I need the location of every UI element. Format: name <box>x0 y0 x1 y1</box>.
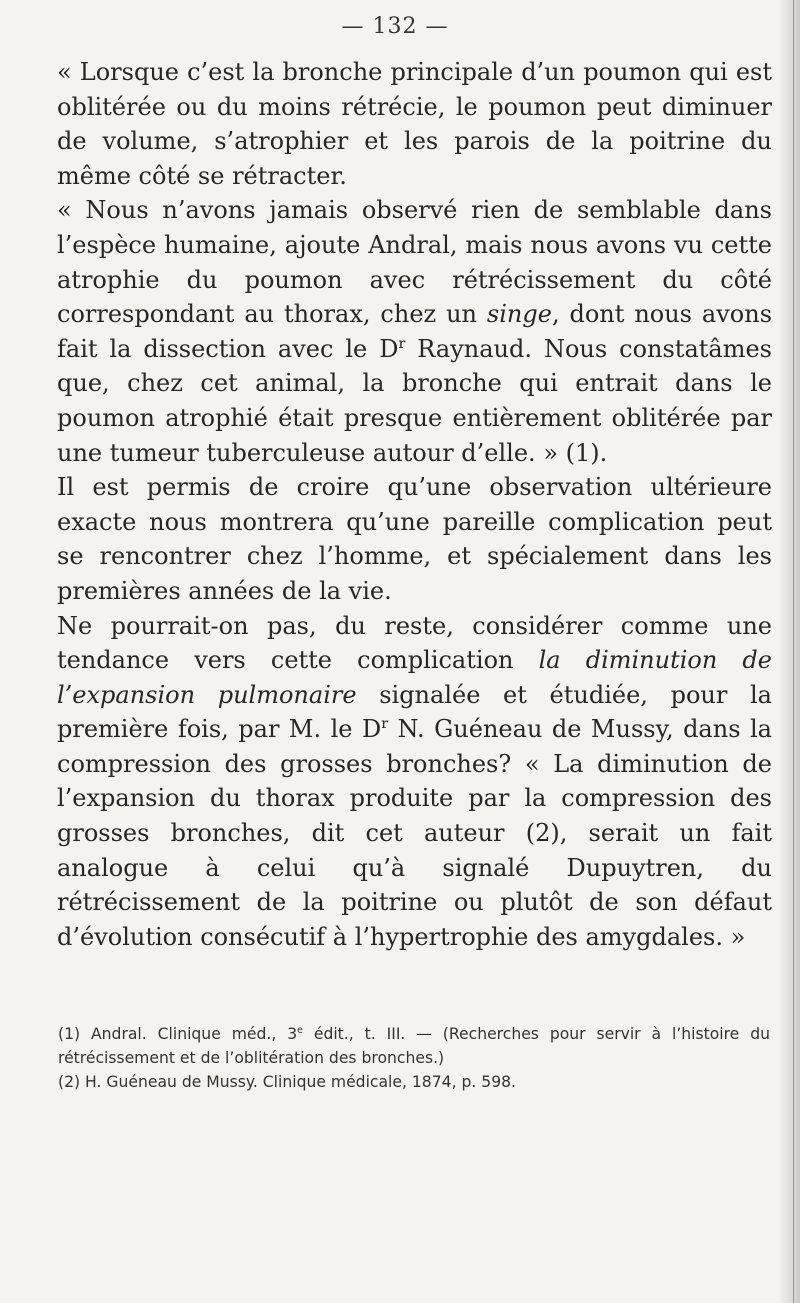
footnote-1: (1) Andral. Clinique méd., 3e édit., t. III. — (Recherches pour servir à l’histoire du rétrécissement et de l’oblitération des bronches.) <box>58 1024 770 1067</box>
paragraph-1: « Lorsque c’est la bronche principale d’un poumon qui est oblitérée ou du moins rétrécie, le poumon peut diminuer de volume, s’atrophier et les parois de la poitrine du même côté se rétracter. <box>57 58 772 190</box>
italic-term: singe <box>486 300 552 329</box>
page-number: — 132 — <box>341 14 449 39</box>
paragraph-2: « Nous n’avons jamais observé rien de semblable dans l’espèce humaine, ajoute Andral, mais nous avons vu cette atrophie du poumon avec rétrécissement du côté correspondant au thorax, chez un singe, dont nous avons fait la dissection avec le $D^r$ Raynaud. Nous constatâmes que, chez cet animal, la bronche qui entrait dans le poumon atrophié était presque entièrement oblitérée par une tumeur tuberculeuse autour d’elle. » (1). <box>57 196 773 467</box>
paragraph-3: Il est permis de croire qu’une observation ultérieure exacte nous montrera qu’une pareille complication peut se rencontrer chez l’homme, et spécialement dans les premières années de la vie. <box>57 473 772 605</box>
paragraph-4: Ne pourrait-on pas, du reste, considérer comme une tendance vers cette complication la diminution de l’expansion pulmonaire signalée et étudiée, pour la première fois, par M. le $D^r$ N. Guéneau de Mussy, dans la compression des grosses bronches? « La diminution de l’expansion du thorax produite par la compression des grosses bronches, dit cet auteur (2), serait un fait analogue à celui qu’à signalé Dupuytren, du rétrécissement de la poitrine ou plutôt de son défaut d’évolution consécutif à l’hypertrophie des amygdales. » <box>57 611 772 951</box>
body-text <box>57 55 772 954</box>
page-edge-shadow <box>778 0 800 1303</box>
footnotes <box>58 1022 770 1094</box>
italic-term: la diminution de l’expansion pulmonaire <box>57 646 772 709</box>
footnote-2: (2) H. Guéneau de Mussy. Clinique médicale, 1874, p. 598. <box>58 1073 517 1091</box>
